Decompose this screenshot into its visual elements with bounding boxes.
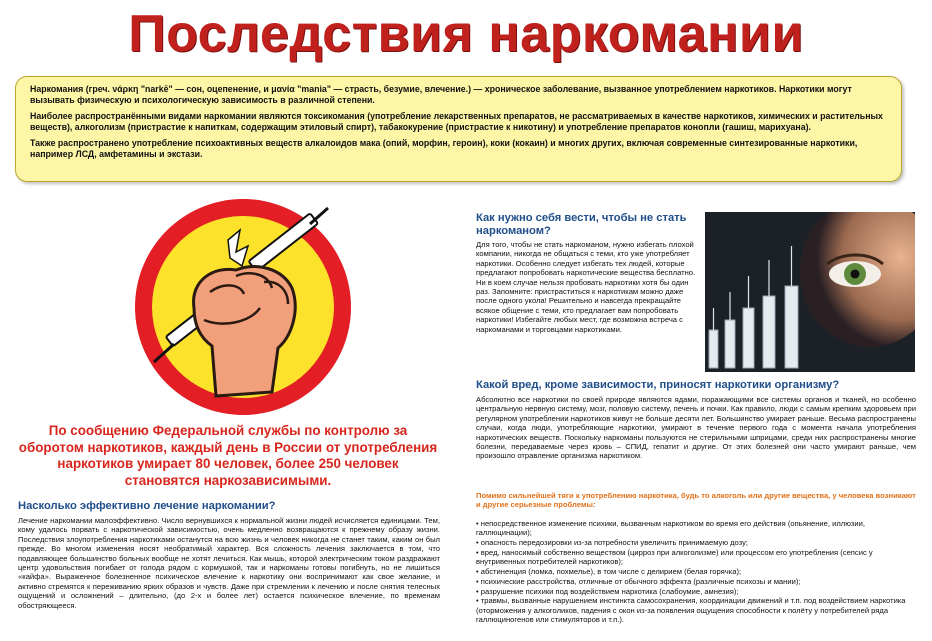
statistics-alert: По сообщению Федеральной службы по контролю за оборотом наркотиков, каждый день в России от употребления наркотиков умирает 80 человек, более 250 человек становятся наркозависимыми. [18, 423, 438, 488]
treatment-text [18, 516, 440, 610]
treatment-paragraph: Лечение наркомании малоэффективно. Число вернувшихся к нормальной жизни людей исчисляется единицами. Тем, кому удалось порвать с наркотической зависимостью, очень медленно возвращаются к прежнему образу жизни. Последствия злоупотребления наркотиками останутся на всю жизнь и человек никогда не станет таким, каким он был прежде. Во многом изменения носят необратимый характер. Вся сложность лечения заключается в том, что подавляющее большинство больных вообще не хотят лечиться. Как мышь, которой электрическим током раздражают центр удовольствия погибает от голода рядом с кормушкой, так и наркоманы готовы погибнуть, но не лишиться «кайфа». Выраженное болезненное психическое влечение к наркотику они воспринимают как свое желание, и активно стремятся к переживанию ярких образов и чувств. Даже при стремлении к лечению и после снятия телесных ощущений и осложнений – длительно, (до 2-х и более лет) остается психическое влечение, по временам обостряющееся. [18, 516, 440, 610]
harm-text [476, 395, 916, 461]
intro-box [15, 76, 902, 182]
harm-paragraph: Абсолютно все наркотики по своей природе являются ядами, поражающими все системы органов и тканей, но особенно центральную нервную систему, мозг, половую систему, печень и почки. Как правило, люди с самым крепким здоровьем при регулярном употреблении наркотиков живут не больше десяти лет. Большинство умирает раньше. Весьма распространены случаи, когда люди, употребляющие наркотики, умирают в течение первого года с момента начала употребления наркотических веществ. Поскольку наркоманы пользуются не стерильными шприцами, среди них распространены многие болезни, передаваемые через кровь – СПИД, гепатит и другие. От этих болезней они часто умирают раньше, чем произошло отравление организма наркотиком. [476, 395, 916, 461]
harm-heading: Какой вред, кроме зависимости, приносят наркотики организму? [476, 379, 840, 391]
intro-alkaloids: Также распространено употребление психоактивных веществ алкалоидов мака (опий, морфин, героин), коки (кокаин) и многих других, включая современные синтезированные наркотики, например ЛСД, амфетамины и экстази. [30, 138, 858, 159]
behavior-heading: Как нужно себя вести, чтобы не стать наркоманом? [476, 212, 687, 237]
list-item: • разрушение психики под воздействием наркотика (слабоумие, амнезия); [476, 586, 739, 596]
intro-types: Наиболее распространёнными видами наркомании являются токсикомания (употребление лекарственных препаратов, не рассматриваемых в качестве наркотиков, химических и растительных веществ), алкоголизм (пристрастие к напиткам, содержащим этиловый спирт), табакокурение (пристрастие к никотину) и употребление препаратов конопли (гашиш, марихуана). [30, 111, 883, 132]
page-title: Последствия наркомании [128, 5, 804, 63]
consequences-list [476, 519, 916, 625]
list-item: • абстиненция (ломка, похмелье), в том числе с делирием (белая горячка); [476, 566, 742, 576]
list-item: • опасность передозировки из-за потребности увеличить принимаемую дозу; [476, 538, 749, 548]
behavior-text [476, 240, 698, 334]
list-item: • непосредственное изменение психики, вызванным наркотиком во время его действия (опьянение, иллюзии, галлюцинации); [476, 519, 865, 538]
syringes-eye-photo [705, 212, 915, 372]
behavior-paragraph: Для того, чтобы не стать наркоманом, нужно избегать плохой компании, никогда не общаться с теми, кто уже употребляет наркотики. Особенно следует избегать тех людей, которые предлагают попробовать наркотические вещества бесплатно. Ни в коем случае нельзя пробовать наркотики хотя бы один раз. Запомните: пристраститься к наркотикам можно даже после одного укола! Решительно и навсегда прекращайте всякое общение с теми, кто предлагает вам попробовать наркотики! Избегайте любых мест, где возможна встреча с наркоманами и торговцами наркотиками. [476, 240, 696, 334]
list-item: • вред, наносимый собственно веществом (цирроз при алкоголизме) или процессом его употребления (сепсис у внутривенных потребителей наркотиков); [476, 547, 873, 567]
list-item: • психические расстройства, отличные от обычного эффекта (различные психозы и мании); [476, 576, 801, 586]
treatment-heading: Насколько эффективно лечение наркомании? [18, 500, 276, 512]
anti-drug-fist-emblem [132, 196, 354, 418]
list-item: • травмы, вызванные нарушением инстинкта самосохранения, координации движений и т.п. под воздействием наркотика (оторможения у алкоголиков, падения с окон из-за появления ощущения способности к полёту у потребителей ряда галлюциногенов или стимуляторов и т.п.). [476, 596, 906, 624]
consequences-heading: Помимо сильнейшей тяги к употреблению наркотика, будь то алкоголь или другие вещества, у человека возникают и другие серьезные проблемы: [476, 491, 916, 510]
intro-definition: Наркомания (греч. νάρκη "narkē" — сон, оцепенение, и μανία "mania" — страсть, безумие, влечение.) — хроническое заболевание, вызванное употреблением наркотиков. Наркотики могут вызывать физическую и психологическую зависимость в различной степени. [30, 84, 852, 105]
